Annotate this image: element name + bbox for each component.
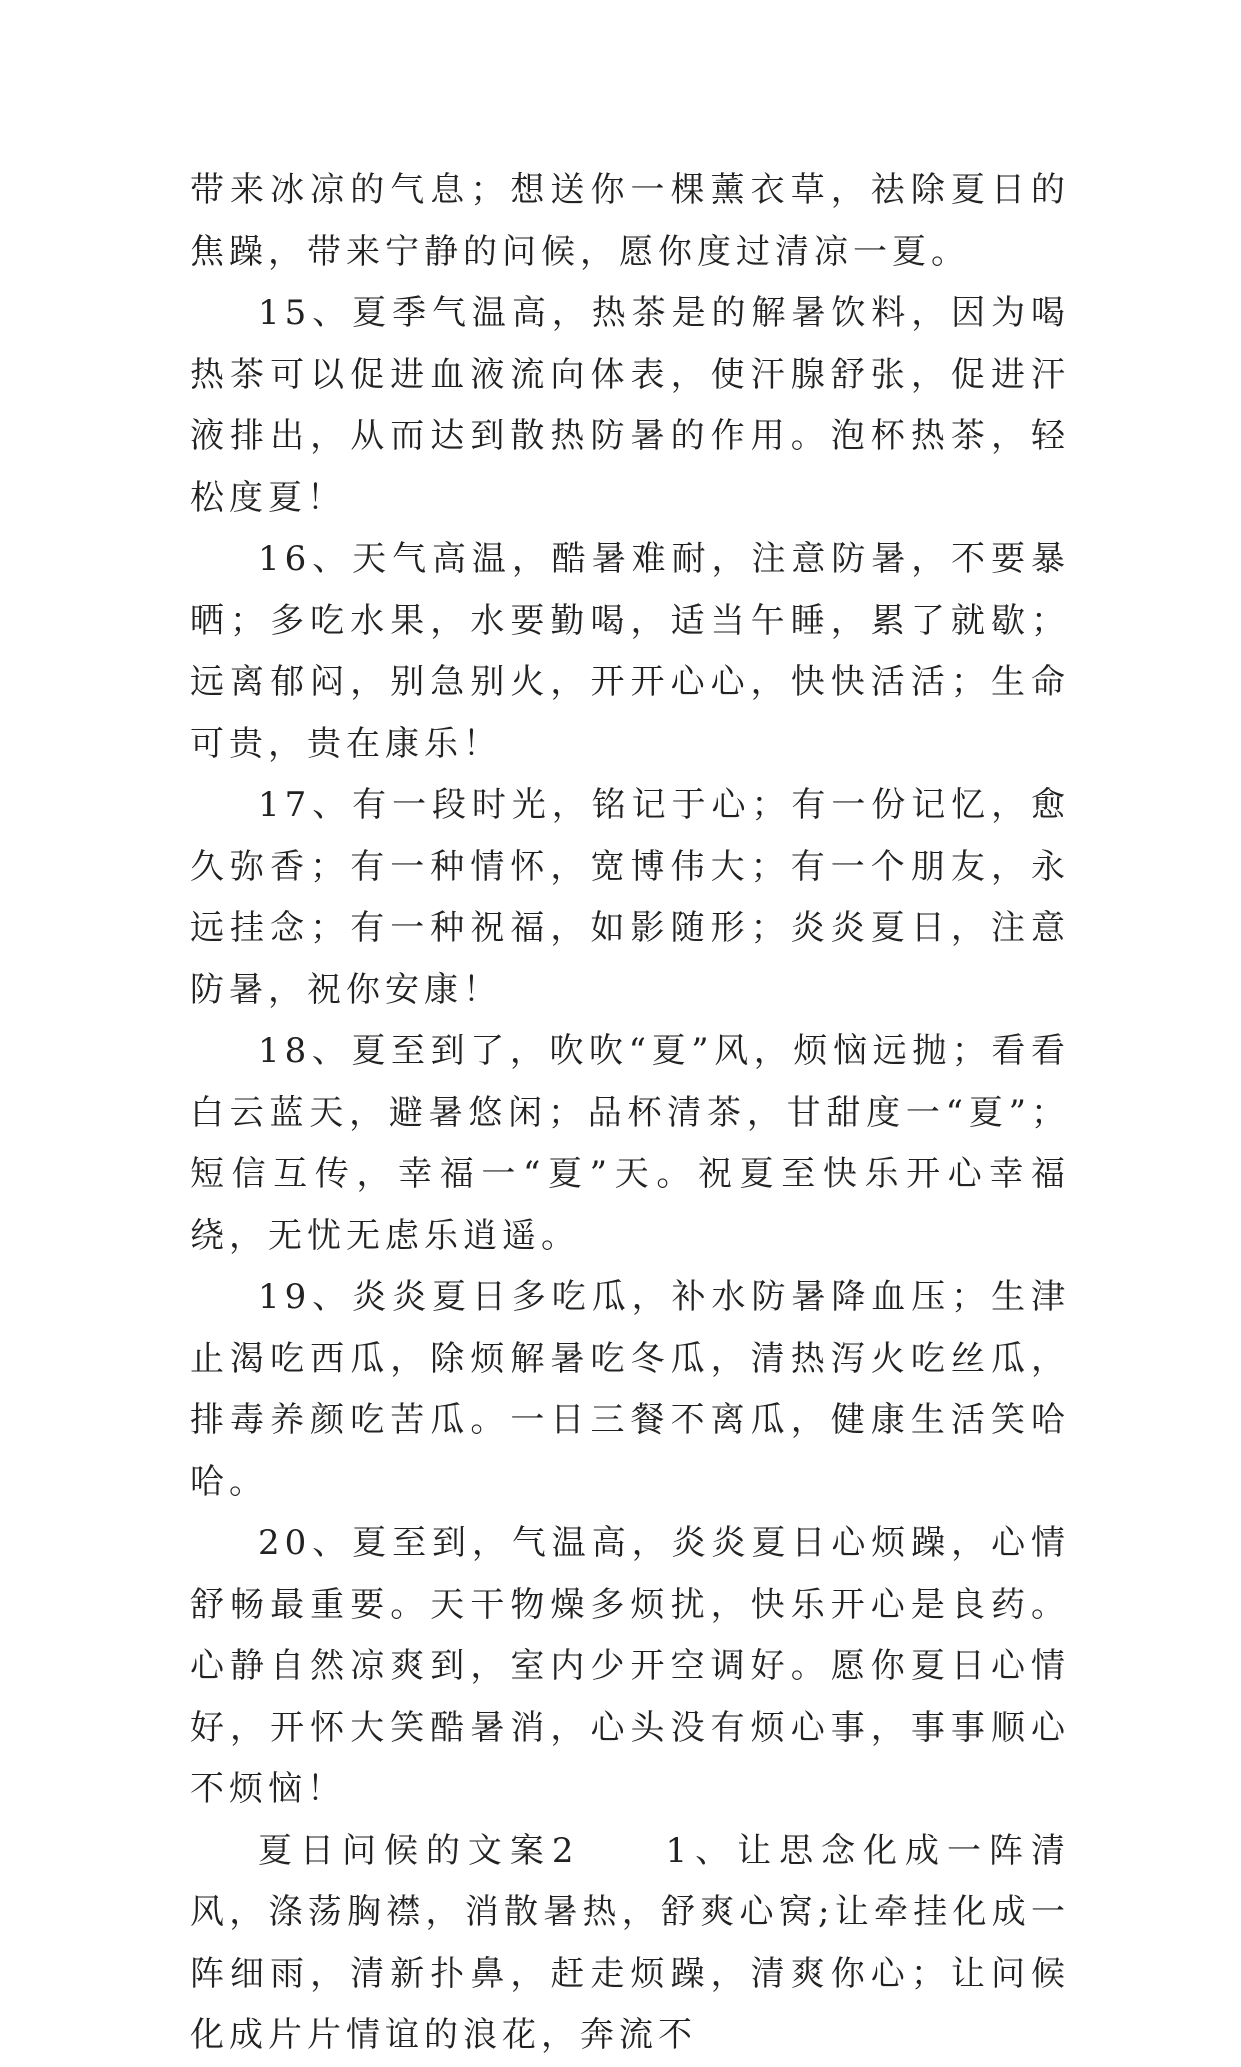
paragraph-item-20: 20、夏至到，气温高，炎炎夏日心烦躁，心情舒畅最重要。天干物燥多烦扰，快乐开心是良药。心静自然凉爽到，室内少开空调好。愿你夏日心情好，开怀大笑酷暑消，心头没有烦心事，事事顺心不烦恼！ xyxy=(190,1523,1070,1809)
paragraph-item-16: 16、天气高温，酷暑难耐，注意防暑，不要暴晒；多吃水果，水要勤喝，适当午睡，累了就歇；远离郁闷，别急别火，开开心心，快快活活；生命可贵，贵在康乐！ xyxy=(190,539,1070,764)
document-body xyxy=(190,160,1070,2067)
paragraph-section-2-item-1: 夏日问候的文案2 1、让思念化成一阵清风，涤荡胸襟，消散暑热，舒爽心窝;让牵挂化成一阵细雨，清新扑鼻，赶走烦躁，清爽你心；让问候化成片片情谊的浪花，奔流不 xyxy=(190,1830,1070,2055)
paragraph-item-18: 18、夏至到了，吹吹“夏”风，烦恼远抛；看看白云蓝天，避暑悠闲；品杯清茶，甘甜度一“夏”；短信互传，幸福一“夏”天。祝夏至快乐开心幸福绕，无忧无虑乐逍遥。 xyxy=(190,1031,1070,1256)
paragraph-item-17: 17、有一段时光，铭记于心；有一份记忆，愈久弥香；有一种情怀，宽博伟大；有一个朋友，永远挂念；有一种祝福，如影随形；炎炎夏日，注意防暑，祝你安康！ xyxy=(190,785,1070,1010)
paragraph-item-15: 15、夏季气温高，热茶是的解暑饮料，因为喝热茶可以促进血液流向体表，使汗腺舒张，促进汗液排出，从而达到散热防暑的作用。泡杯热茶，轻松度夏！ xyxy=(190,293,1070,518)
paragraph-item-19: 19、炎炎夏日多吃瓜，补水防暑降血压；生津止渴吃西瓜，除烦解暑吃冬瓜，清热泻火吃丝瓜，排毒养颜吃苦瓜。一日三餐不离瓜，健康生活笑哈哈。 xyxy=(190,1277,1070,1502)
paragraph-continuation: 带来冰凉的气息；想送你一棵薰衣草，祛除夏日的焦躁，带来宁静的问候，愿你度过清凉一夏。 xyxy=(190,170,1070,272)
